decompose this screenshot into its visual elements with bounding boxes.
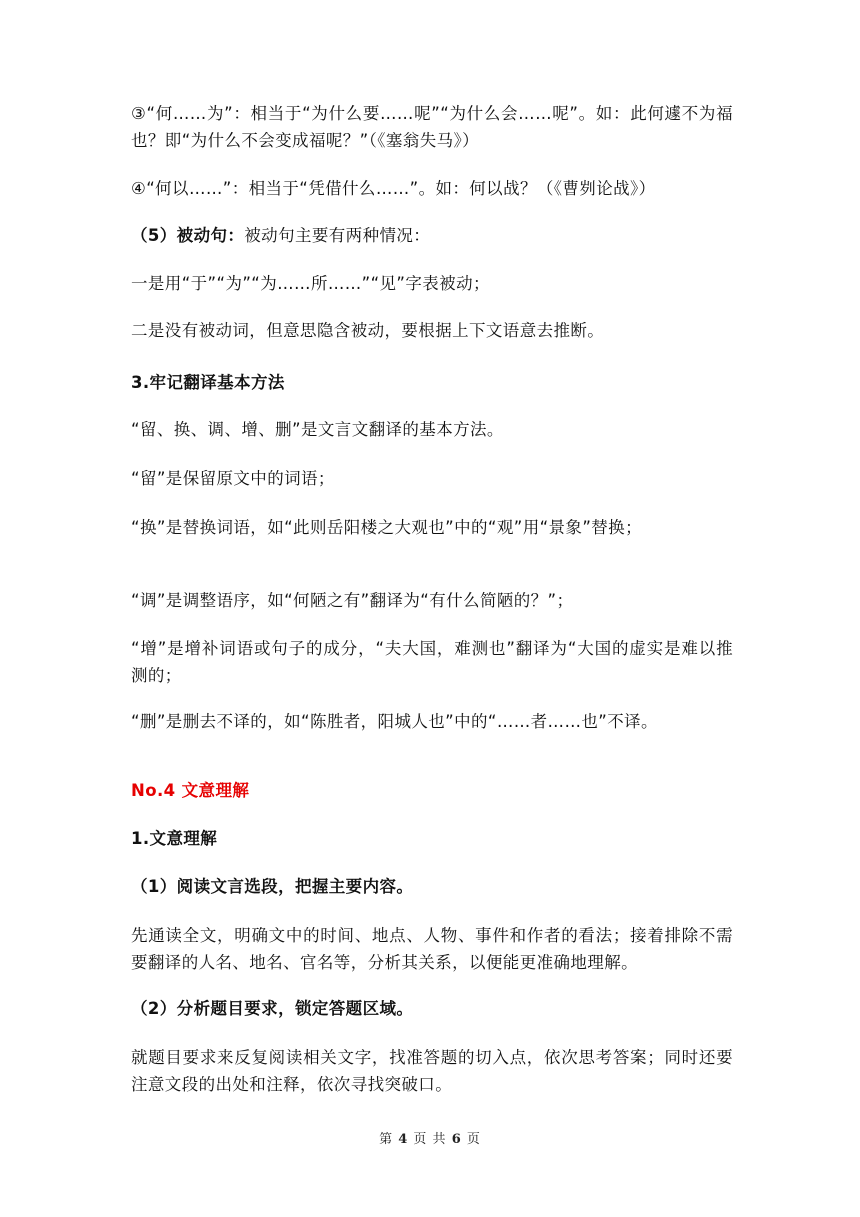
heading-translation-methods: 3.牢记翻译基本方法 (131, 373, 285, 392)
paragraph-step-analyze-detail: 就题目要求来反复阅读相关文字，找准答题的切入点，依次思考答案；同时还要注意文段的出处和注释，依次寻找突破口。 (131, 1048, 733, 1094)
paragraph-method-reorder: “调”是调整语序，如“何陋之有”翻译为“有什么简陋的？”； (131, 591, 574, 610)
passive-intro-text: 被动句主要有两种情况： (244, 226, 431, 245)
paragraph-rhetorical-he-yi: ④“何以……”：相当于“凭借什么……”。如：何以战？（《曹刿论战》） (131, 179, 656, 198)
paragraph-method-replace: “换”是替换词语，如“此则岳阳楼之大观也”中的“观”用“景象”替换； (131, 518, 642, 537)
paragraph-step-read-detail: 先通读全文，明确文中的时间、地点、人物、事件和作者的看法；接着排除不需要翻译的人名、地名、官名等，分析其关系，以便能更准确地理解。 (131, 926, 733, 972)
footer-suffix: 页 (466, 1132, 481, 1147)
page-footer (0, 1128, 860, 1147)
paragraph-method-keep: “留”是保留原文中的词语； (131, 469, 335, 488)
footer-prefix: 第 (379, 1132, 394, 1147)
footer-middle: 页 共 (413, 1132, 447, 1147)
paragraph-passive-type-one: 一是用“于”“为”“为……所……”“见”字表被动； (131, 274, 490, 293)
heading-step-read: （1）阅读文言选段，把握主要内容。 (131, 877, 414, 896)
paragraph-passive-intro (131, 222, 733, 249)
passive-heading: （5）被动句： (131, 226, 245, 245)
paragraph-method-add: “增”是增补词语或句子的成分，“夫大国，难测也”翻译为“大国的虚实是难以推测的； (131, 639, 733, 685)
heading-text-comprehension: 1.文意理解 (131, 829, 218, 848)
heading-step-analyze: （2）分析题目要求，锁定答题区域。 (131, 999, 414, 1018)
footer-total-pages: 6 (451, 1132, 462, 1147)
paragraph-method-delete: “删”是删去不译的，如“陈胜者，阳城人也”中的“……者……也”不译。 (131, 712, 658, 731)
footer-current-page: 4 (398, 1132, 409, 1147)
paragraph-passive-type-two: 二是没有被动词，但意思隐含被动，要根据上下文语意去推断。 (131, 321, 605, 340)
paragraph-methods-overview: “留、换、调、增、删”是文言文翻译的基本方法。 (131, 420, 504, 439)
paragraph-rhetorical-he-wei: ③“何……为”：相当于“为什么要……呢”“为什么会……呢”。如：此何遽不为福也？即“为什么不会变成福呢？”（《塞翁失马》） (131, 104, 733, 150)
section-heading-no4: No.4 文意理解 (131, 781, 250, 800)
